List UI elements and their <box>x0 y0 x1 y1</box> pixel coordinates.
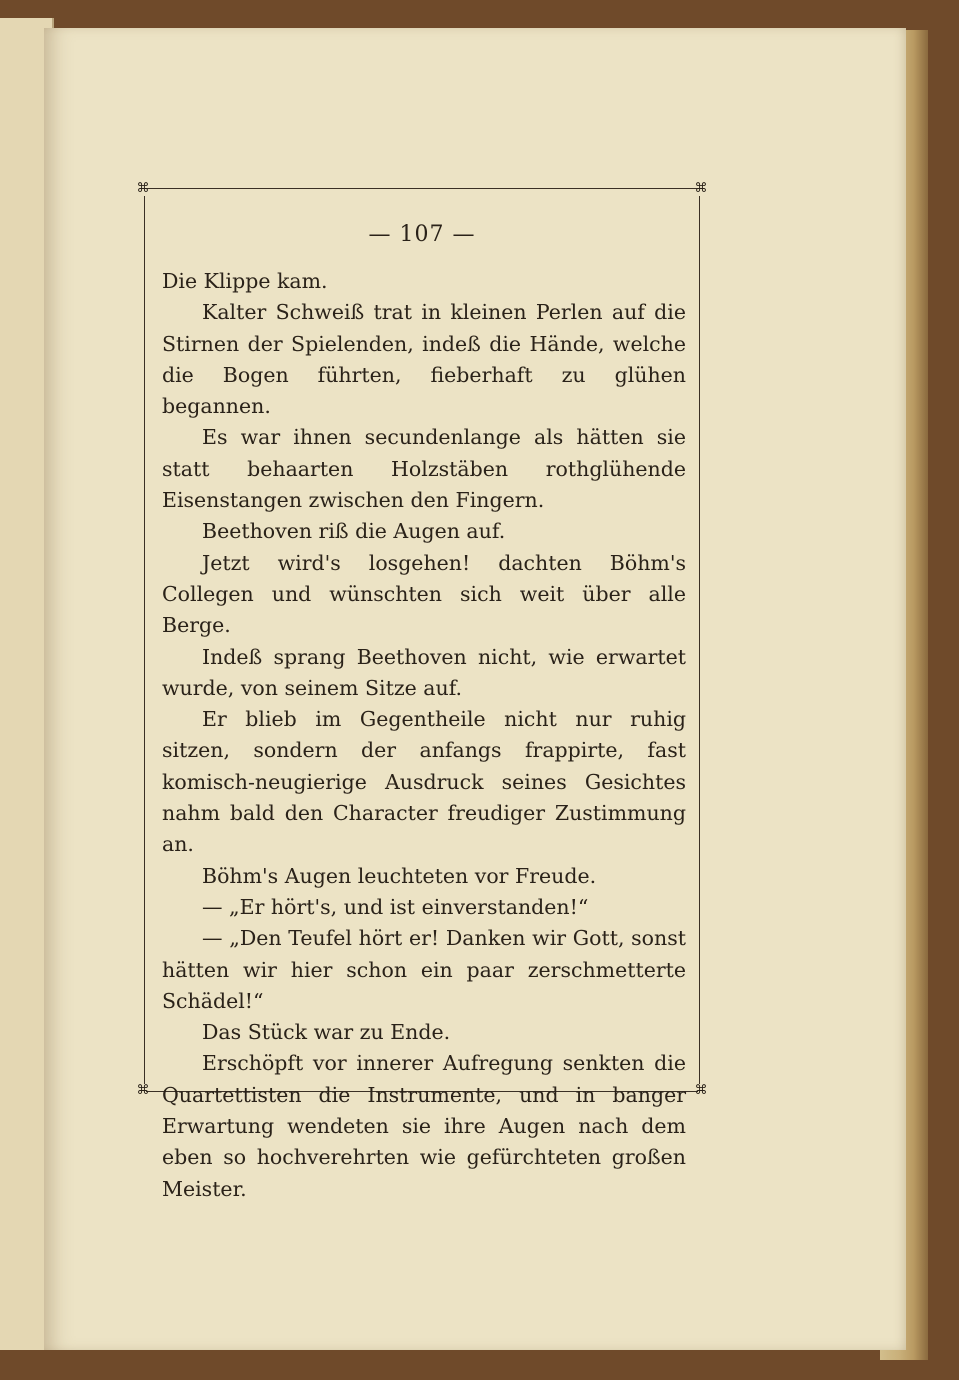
corner-ornament-icon: ⌘ <box>694 1083 708 1098</box>
frame-rule-top <box>146 188 698 189</box>
corner-ornament-icon: ⌘ <box>694 181 708 196</box>
body-text <box>162 266 686 1205</box>
paragraph: Es war ihnen secundenlange als hätten sie statt behaarten Holzstäben rothglühende Eisenstangen zwischen den Fingern. <box>162 425 686 513</box>
paragraph: Kalter Schweiß trat in kleinen Perlen auf die Stirnen der Spielenden, indeß die Hände, welche die Bogen führten, fieberhaft zu glühen begannen. <box>162 300 686 419</box>
frame-rule-right <box>699 196 700 1084</box>
paragraph: Jetzt wird's losgehen! dachten Böhm's Collegen und wünschten sich weit über alle Berge. <box>162 550 686 638</box>
paragraph: Indeß sprang Beethoven nicht, wie erwartet wurde, von seinem Sitze auf. <box>162 644 686 700</box>
frame-rule-left <box>144 196 145 1084</box>
paragraph: — „Er hört's, und ist einverstanden!“ <box>202 894 589 919</box>
paragraph: Er blieb im Gegentheile nicht nur ruhig sitzen, sondern der anfangs frappirte, fast komisch-neugierige Ausdruck seines Gesichtes nahm bald den Character freudiger Zustimmung an. <box>162 707 686 857</box>
text-frame <box>134 181 710 1201</box>
paragraph: Das Stück war zu Ende. <box>202 1020 451 1045</box>
corner-ornament-icon: ⌘ <box>136 1083 150 1098</box>
paragraph: Erschöpft vor innerer Aufregung senkten die Quartettisten die Instrumente, und in banger Erwartung wendeten sie ihre Augen nach dem eben so hochverehrten wie gefürchteten großen Meister. <box>162 1051 686 1201</box>
page-number: — 107 — <box>368 222 476 247</box>
paragraph: — „Den Teufel hört er! Danken wir Gott, sonst hätten wir hier schon ein paar zerschmetterte Schädel!“ <box>162 926 686 1013</box>
corner-ornament-icon: ⌘ <box>136 181 150 196</box>
paragraph: Beethoven riß die Augen auf. <box>202 519 506 544</box>
paragraph: Böhm's Augen leuchteten vor Freude. <box>202 863 597 888</box>
paragraph: Die Klippe kam. <box>162 269 328 293</box>
